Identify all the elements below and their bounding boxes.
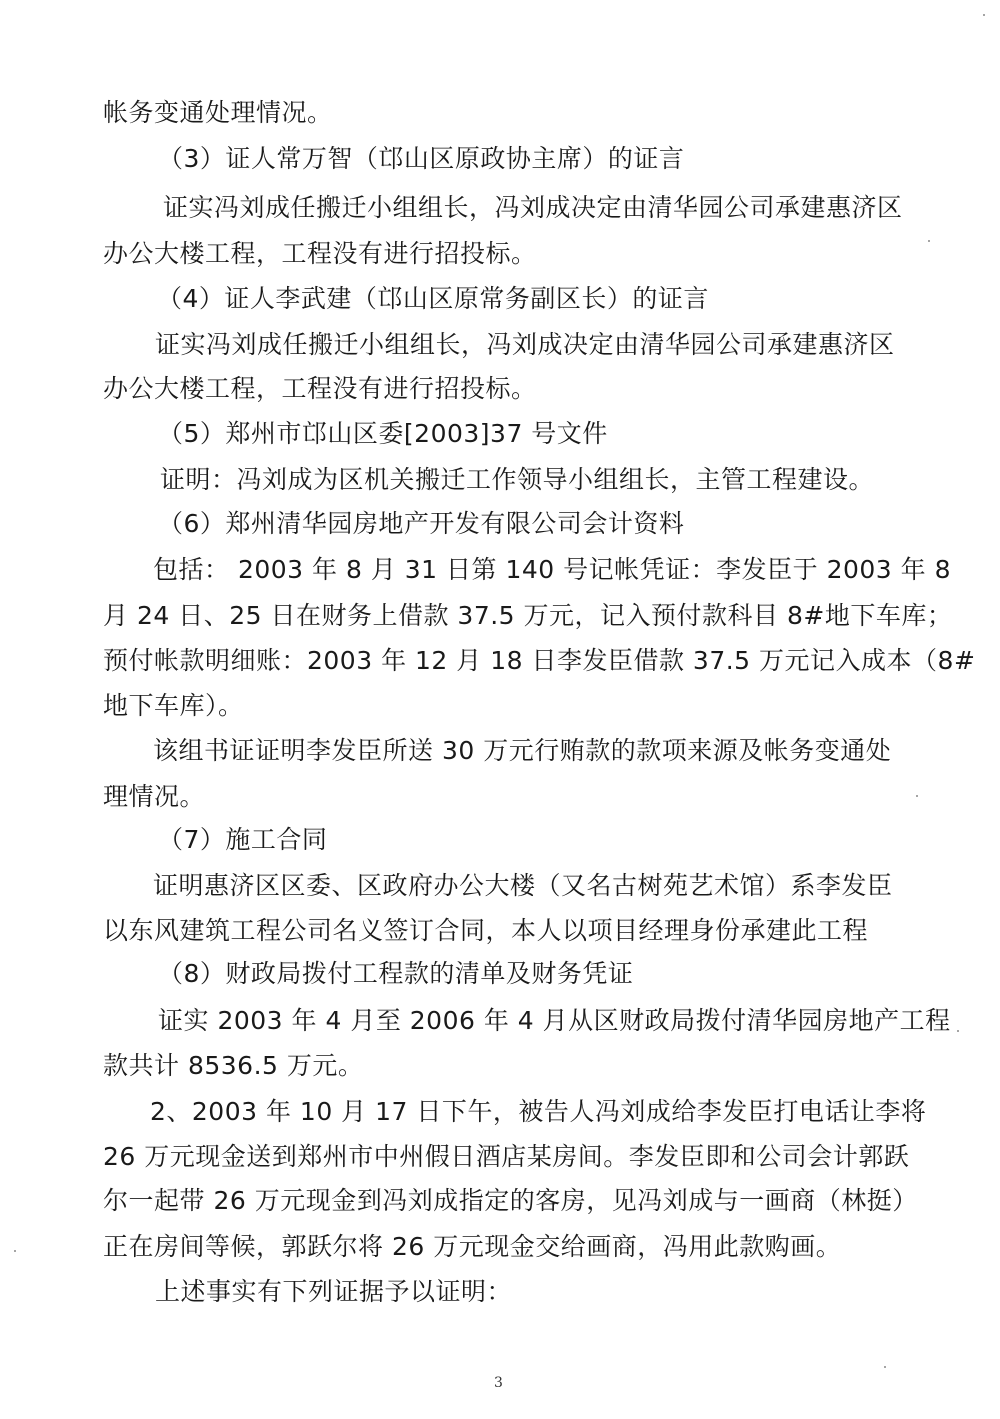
text-line: 尔一起带 26 万元现金到冯刘成指定的客房，见冯刘成与一画商（林挺） (103, 1186, 918, 1215)
scan-speck (884, 1366, 886, 1368)
text-line: 办公大楼工程，工程没有进行招投标。 (103, 239, 537, 268)
scan-speck (928, 240, 930, 242)
text-line: 证实 2003 年 4 月至 2006 年 4 月从区财政局拨付清华园房地产工程 (158, 1006, 951, 1035)
text-line: （3）证人常万智（邙山区原政协主席）的证言 (158, 144, 685, 173)
text-line: 证实冯刘成任搬迁小组组长，冯刘成决定由清华园公司承建惠济区 (155, 330, 895, 359)
text-line: 地下车库）。 (103, 691, 244, 720)
text-line: 证实冯刘成任搬迁小组组长，冯刘成决定由清华园公司承建惠济区 (163, 193, 903, 222)
text-line: （7）施工合同 (158, 825, 328, 854)
text-line: 2、2003 年 10 月 17 日下午，被告人冯刘成给李发臣打电话让李将 (150, 1097, 927, 1126)
page-number: 3 (494, 1375, 503, 1391)
scan-speck (14, 1250, 16, 1252)
text-line: 帐务变通处理情况。 (103, 98, 333, 127)
text-line: 证明：冯刘成为区机关搬迁工作领导小组组长，主管工程建设。 (160, 465, 875, 494)
scan-speck (983, 14, 985, 16)
text-line: （6）郑州清华园房地产开发有限公司会计资料 (158, 509, 685, 538)
text-line: 预付帐款明细账：2003 年 12 月 18 日李发臣借款 37.5 万元记入成本（8# (103, 646, 976, 675)
text-line: 该组书证证明李发臣所送 30 万元行贿款的款项来源及帐务变通处 (153, 736, 892, 765)
text-line: 包括： 2003 年 8 月 31 日第 140 号记帐凭证：李发臣于 2003 年 8 (153, 555, 952, 584)
text-line: 正在房间等候，郭跃尔将 26 万元现金交给画商，冯用此款购画。 (103, 1232, 842, 1261)
text-line: 以东风建筑工程公司名义签订合同，本人以项目经理身份承建此工程 (103, 916, 869, 945)
text-line: 上述事实有下列证据予以证明： (155, 1277, 513, 1306)
text-line: 月 24 日、25 日在财务上借款 37.5 万元，记入预付款科目 8#地下车库； (103, 601, 953, 630)
text-line: 办公大楼工程，工程没有进行招投标。 (103, 374, 537, 403)
text-line: （8）财政局拨付工程款的清单及财务凭证 (158, 959, 634, 988)
scan-speck (916, 795, 918, 797)
text-line: （5）郑州市邙山区委[2003]37 号文件 (158, 419, 608, 448)
text-line: 款共计 8536.5 万元。 (103, 1051, 364, 1080)
text-line: 26 万元现金送到郑州市中州假日酒店某房间。李发臣即和公司会计郭跃 (103, 1142, 910, 1171)
scan-speck (957, 1030, 959, 1032)
text-line: 证明惠济区区委、区政府办公大楼（又名古树苑艺术馆）系李发臣 (153, 871, 893, 900)
text-line: 理情况。 (103, 782, 206, 811)
text-line: （4）证人李武建（邙山区原常务副区长）的证言 (157, 284, 709, 313)
